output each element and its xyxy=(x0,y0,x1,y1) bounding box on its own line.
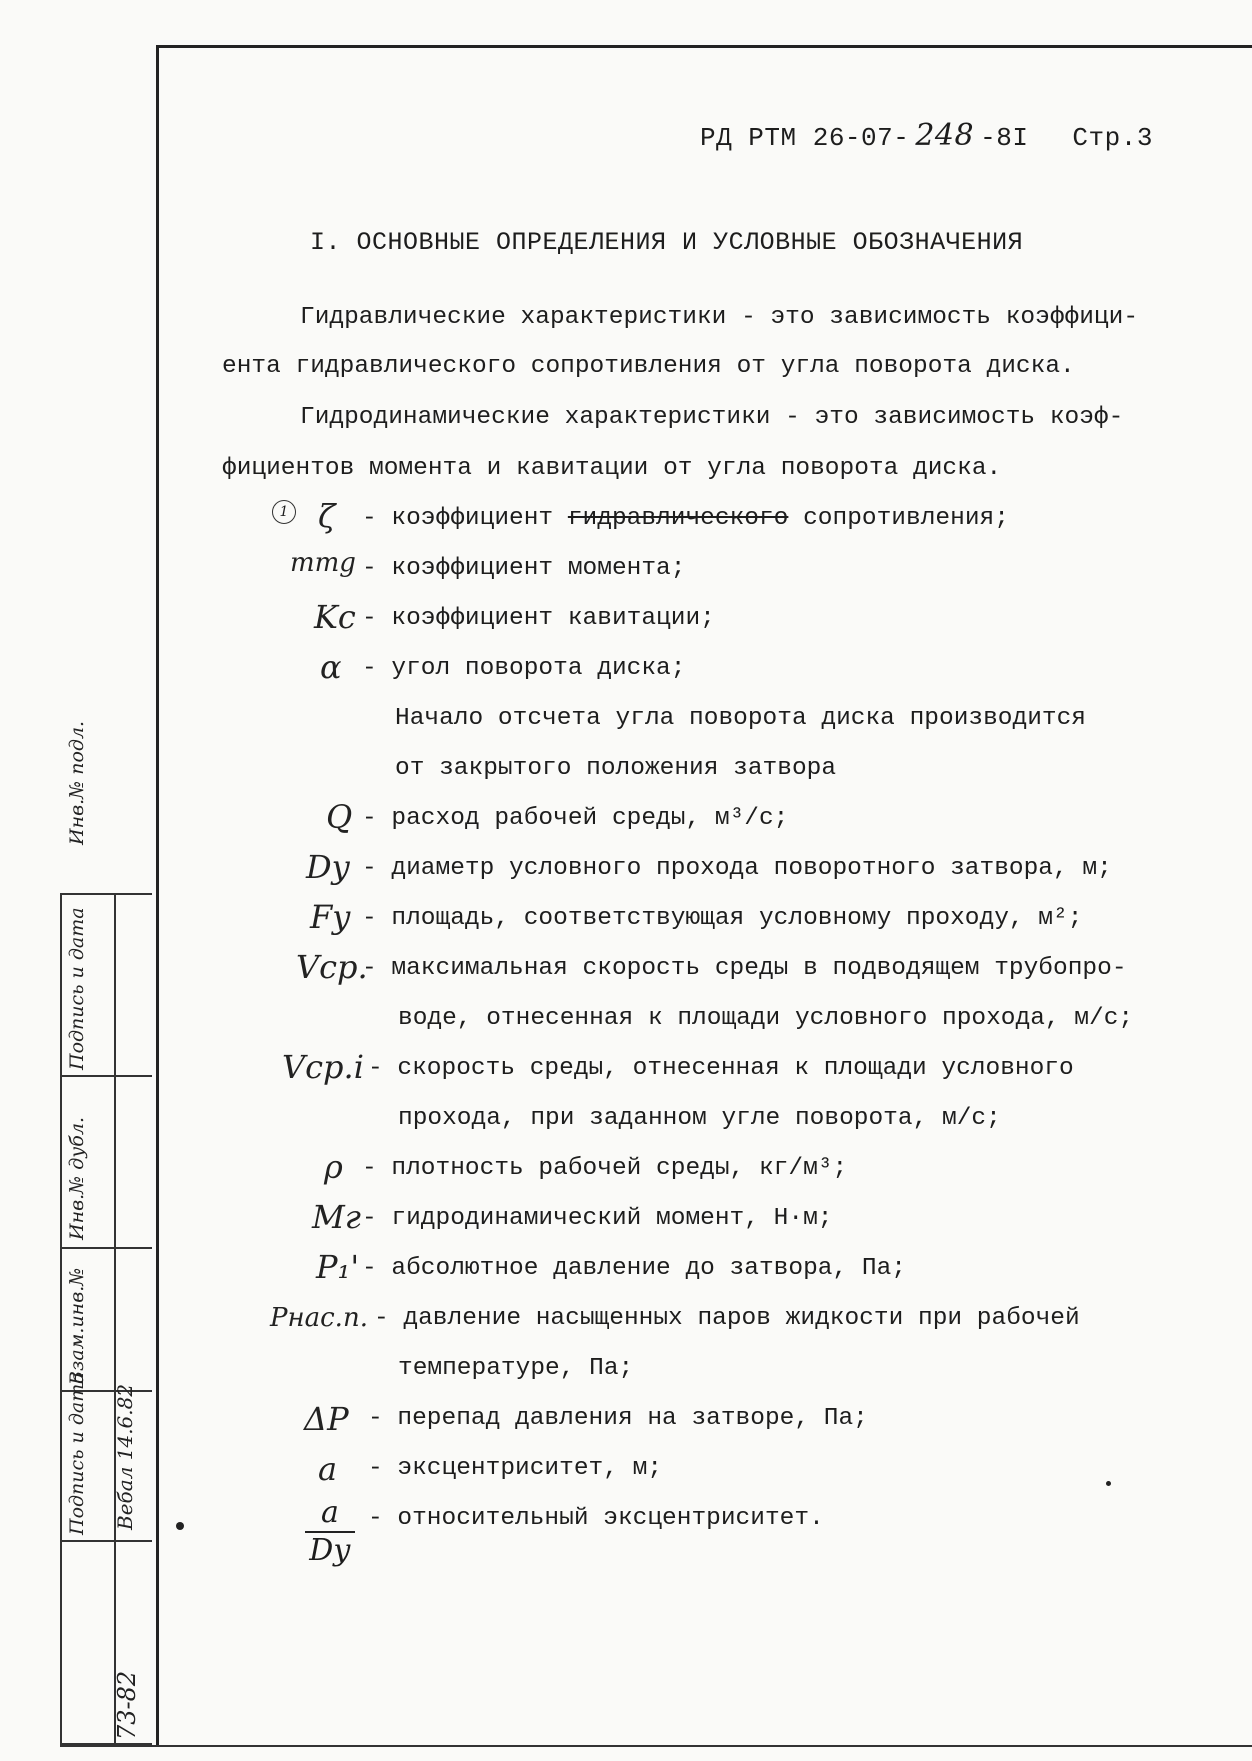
def-alpha-note-line1: Начало отсчета угла поворота диска производится xyxy=(395,705,1087,732)
fraction-numerator: a xyxy=(305,1495,355,1533)
doc-handwritten-number: 248 xyxy=(915,118,975,153)
def-vcpi-continuation: прохода, при заданном угле поворота, м/с; xyxy=(398,1105,1001,1132)
symbol-fy: Fу xyxy=(310,898,351,936)
scan-speck xyxy=(176,1522,184,1530)
def-zeta-text-after: сопротивления; xyxy=(788,505,1009,532)
stamp-inv-number-value: 73-82 xyxy=(113,1670,141,1740)
symbol-vcp: Vср. xyxy=(296,948,368,986)
def-pnas: - давление насыщенных паров жидкости при рабочей xyxy=(374,1305,1080,1332)
symbol-dy: Dу xyxy=(306,848,351,886)
stamp-row-divider xyxy=(62,1075,152,1077)
def-alpha: - угол поворота диска; xyxy=(362,655,686,682)
def-rho: - плотность рабочей среды, кг/м³; xyxy=(362,1155,848,1182)
def-vcp-continuation: воде, отнесенная к площади условного прохода, м/с; xyxy=(398,1005,1134,1032)
page-frame-top xyxy=(158,45,1252,48)
def-a: - эксцентриситет, м; xyxy=(368,1455,663,1482)
symbol-p1: P₁' xyxy=(316,1248,360,1286)
stamp-row-divider xyxy=(62,1247,152,1249)
symbol-q: Q xyxy=(326,798,353,836)
def-mtg: - коэффициент момента; xyxy=(362,555,686,582)
scan-speck xyxy=(1106,1481,1111,1486)
def-zeta xyxy=(362,505,1009,532)
stamp-label-sign-date-2: Подпись и дата xyxy=(66,907,88,1070)
symbol-delta-p: ΔP xyxy=(304,1400,349,1438)
symbol-rho: ρ xyxy=(324,1148,343,1186)
stamp-label-vzam-inv: Взам.инв.№ xyxy=(66,1267,88,1385)
def-alpha-note-line2: от закрытого положения затвора xyxy=(395,755,837,782)
stamp-label-sign-date-1: Подпись и дата xyxy=(66,1372,88,1535)
stamp-row-divider xyxy=(62,1540,152,1542)
symbol-mr: Mг xyxy=(312,1198,361,1236)
page-frame-left xyxy=(156,45,159,1745)
page-number: Стр.3 xyxy=(1072,123,1153,153)
def-fy: - площадь, соответствующая условному проходу, м²; xyxy=(362,905,1083,932)
stamp-column-divider xyxy=(114,895,116,1743)
def-zeta-text-before: - коэффициент xyxy=(362,505,568,532)
fraction-denominator: Dу xyxy=(309,1533,351,1568)
def-kc: - коэффициент кавитации; xyxy=(362,605,715,632)
def-a-over-dy: - относительный эксцентриситет. xyxy=(368,1505,824,1532)
paragraph-hydrodynamic-line2: фициентов момента и кавитации от угла поворота диска. xyxy=(222,455,1002,482)
stamp-label-inv-dubl: Инв.№ дубл. xyxy=(66,1117,88,1240)
symbol-zeta: ζ xyxy=(318,497,336,535)
paragraph-hydrodynamic-line1: Гидродинамические характеристики - это зависимость коэф- xyxy=(300,404,1124,431)
section-title: I. ОСНОВНЫЕ ОПРЕДЕЛЕНИЯ И УСЛОВНЫЕ ОБОЗНАЧЕНИЯ xyxy=(310,228,1024,257)
def-vcpi: - скорость среды, отнесенная к площади условного xyxy=(368,1055,1074,1082)
def-dy: - диаметр условного прохода поворотного затвора, м; xyxy=(362,855,1112,882)
symbol-pnas: Pнас.п. xyxy=(270,1303,368,1333)
symbol-alpha: α xyxy=(320,648,342,686)
paragraph-hydraulic-line1: Гидравлические характеристики - это зависимость коэффици- xyxy=(300,304,1139,331)
symbol-a: a xyxy=(318,1450,338,1488)
symbol-mtg: mтg xyxy=(290,548,356,578)
annotation-circle-mark: 1 xyxy=(272,500,296,524)
page-header xyxy=(700,118,1153,153)
def-zeta-struck: гидравлического xyxy=(567,505,789,532)
def-mr: - гидродинамический момент, Н·м; xyxy=(362,1205,833,1232)
paragraph-hydraulic-line2: ента гидравлического сопротивления от угла поворота диска. xyxy=(222,353,1075,380)
symbol-vcpi: Vср.i xyxy=(282,1048,364,1086)
doc-code-prefix: РД РТМ 26-07- xyxy=(700,123,910,153)
doc-code-suffix: -8I xyxy=(980,123,1029,153)
symbol-a-over-dy xyxy=(305,1495,355,1569)
def-delta-p: - перепад давления на затворе, Па; xyxy=(368,1405,868,1432)
symbol-kc: Kc xyxy=(314,598,356,636)
def-q: - расход рабочей среды, м³/с; xyxy=(362,805,789,832)
stamp-label-inv-podl: Инв.№ подл. xyxy=(66,720,88,845)
stamp-signature-date-value: Вебал 14.6.82 xyxy=(113,1383,137,1530)
def-p1: - абсолютное давление до затвора, Па; xyxy=(362,1255,906,1282)
def-vcp: - максимальная скорость среды в подводящем трубопро- xyxy=(362,955,1127,982)
def-pnas-continuation: температуре, Па; xyxy=(398,1355,634,1382)
page-frame-bottom xyxy=(60,1745,1252,1747)
